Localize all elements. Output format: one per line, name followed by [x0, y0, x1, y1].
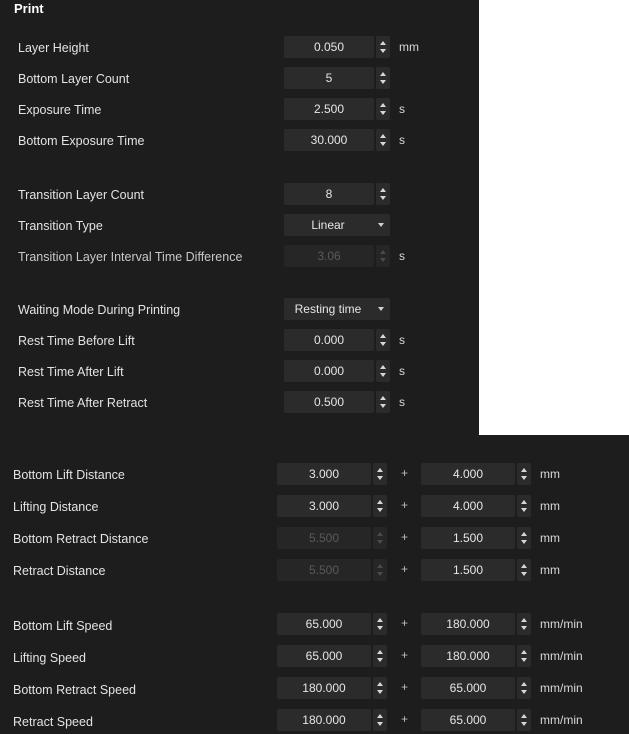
bottom-exposure-time-label: Bottom Exposure Time: [18, 134, 145, 148]
spin-up-icon[interactable]: [521, 714, 527, 718]
bottom-lift-distance-unit: mm: [540, 467, 560, 481]
spin-up-icon[interactable]: [380, 365, 386, 369]
spin-up-icon: [377, 564, 383, 568]
spin-up-icon[interactable]: [380, 396, 386, 400]
spin-down-icon[interactable]: [380, 111, 386, 115]
lifting-speed-spinner-2[interactable]: [517, 645, 531, 667]
bottom-lift-speed-input-1[interactable]: 65.000: [277, 613, 371, 635]
spin-down-icon: [377, 572, 383, 576]
spin-up-icon[interactable]: [521, 500, 527, 504]
spin-down-icon[interactable]: [521, 572, 527, 576]
retract-distance-spinner-1: [373, 559, 387, 581]
bottom-lift-distance-spinner-1[interactable]: [373, 463, 387, 485]
bottom-retract-speed-input-2[interactable]: 65.000: [421, 677, 515, 699]
bottom-retract-speed-label: Bottom Retract Speed: [13, 683, 136, 697]
spin-up-icon[interactable]: [377, 618, 383, 622]
section-title: Print: [14, 1, 44, 16]
lifting-speed-label: Lifting Speed: [13, 651, 86, 665]
waiting-mode-value: Resting time: [294, 302, 362, 316]
exposure-time-spinner[interactable]: [376, 98, 390, 120]
spin-down-icon[interactable]: [521, 658, 527, 662]
lifting-speed-input-2[interactable]: 180.000: [421, 645, 515, 667]
lifting-speed-spinner-1[interactable]: [373, 645, 387, 667]
bottom-layer-count-spinner[interactable]: [376, 67, 390, 89]
retract-distance-spinner-2[interactable]: [517, 559, 531, 581]
spin-up-icon[interactable]: [521, 618, 527, 622]
bottom-retract-speed-spinner-1[interactable]: [373, 677, 387, 699]
plus-sign: +: [401, 616, 409, 630]
bottom-lift-distance-input-2[interactable]: 4.000: [421, 463, 515, 485]
spin-up-icon[interactable]: [380, 41, 386, 45]
spin-up-icon[interactable]: [521, 532, 527, 536]
bottom-retract-distance-unit: mm: [540, 531, 560, 545]
retract-distance-label: Retract Distance: [13, 564, 106, 578]
spin-down-icon: [377, 540, 383, 544]
spin-up-icon[interactable]: [521, 564, 527, 568]
rest-after-retract-label: Rest Time After Retract: [18, 396, 148, 410]
rest-after-lift-unit: s: [399, 364, 405, 378]
spin-down-icon[interactable]: [380, 404, 386, 408]
lifting-speed-input-1[interactable]: 65.000: [277, 645, 371, 667]
rest-before-lift-label: Rest Time Before Lift: [18, 334, 135, 348]
spin-up-icon[interactable]: [377, 500, 383, 504]
rest-after-retract-input[interactable]: 0.500: [284, 391, 374, 413]
spin-down-icon[interactable]: [380, 373, 386, 377]
spin-down-icon[interactable]: [377, 476, 383, 480]
bottom-retract-speed-input-1[interactable]: 180.000: [277, 677, 371, 699]
layer-height-unit: mm: [399, 40, 419, 54]
spin-down-icon[interactable]: [380, 196, 386, 200]
rest-before-lift-spinner[interactable]: [376, 329, 390, 351]
rest-after-lift-input[interactable]: 0.000: [284, 360, 374, 382]
plus-sign: +: [401, 712, 409, 726]
exposure-time-input[interactable]: 2.500: [284, 98, 374, 120]
retract-speed-spinner-2[interactable]: [517, 709, 531, 731]
spin-down-icon[interactable]: [377, 658, 383, 662]
rest-after-retract-spinner[interactable]: [376, 391, 390, 413]
bottom-layer-count-input[interactable]: 5: [284, 67, 374, 89]
spin-down-icon: [380, 258, 386, 262]
retract-distance-input-1: 5.500: [277, 559, 371, 581]
lifting-distance-input-2[interactable]: 4.000: [421, 495, 515, 517]
bottom-retract-distance-spinner-2[interactable]: [517, 527, 531, 549]
transition-interval-spinner: [376, 245, 390, 267]
spin-up-icon[interactable]: [380, 134, 386, 138]
transition-type-label: Transition Type: [18, 219, 103, 233]
bottom-lift-speed-label: Bottom Lift Speed: [13, 619, 113, 633]
retract-speed-input-2[interactable]: 65.000: [421, 709, 515, 731]
spin-up-icon[interactable]: [380, 188, 386, 192]
lifting-distance-spinner-1[interactable]: [373, 495, 387, 517]
spin-up-icon[interactable]: [521, 468, 527, 472]
lift-retract-settings-panel: [0, 435, 629, 734]
spin-down-icon[interactable]: [521, 690, 527, 694]
bottom-lift-speed-spinner-2[interactable]: [517, 613, 531, 635]
spin-down-icon[interactable]: [521, 626, 527, 630]
spin-down-icon[interactable]: [377, 626, 383, 630]
spin-down-icon[interactable]: [521, 540, 527, 544]
spin-down-icon[interactable]: [521, 508, 527, 512]
exposure-time-unit: s: [399, 102, 405, 116]
retract-distance-input-2[interactable]: 1.500: [421, 559, 515, 581]
plus-sign: +: [401, 648, 409, 662]
spin-up-icon[interactable]: [380, 72, 386, 76]
transition-layer-count-label: Transition Layer Count: [18, 188, 144, 202]
spin-down-icon[interactable]: [521, 722, 527, 726]
bottom-retract-speed-spinner-2[interactable]: [517, 677, 531, 699]
plus-sign: +: [401, 562, 409, 576]
transition-layer-count-input[interactable]: 8: [284, 183, 374, 205]
rest-before-lift-input[interactable]: 0.000: [284, 329, 374, 351]
transition-layer-count-spinner[interactable]: [376, 183, 390, 205]
chevron-down-icon: [378, 307, 384, 311]
bottom-layer-count-label: Bottom Layer Count: [18, 72, 130, 86]
retract-speed-spinner-1[interactable]: [373, 709, 387, 731]
spin-down-icon[interactable]: [380, 80, 386, 84]
rest-before-lift-unit: s: [399, 333, 405, 347]
spin-up-icon: [377, 532, 383, 536]
spin-up-icon[interactable]: [377, 650, 383, 654]
lifting-distance-spinner-2[interactable]: [517, 495, 531, 517]
bottom-retract-distance-input-2[interactable]: 1.500: [421, 527, 515, 549]
spin-up-icon[interactable]: [380, 334, 386, 338]
bottom-lift-speed-unit: mm/min: [540, 617, 583, 631]
bottom-lift-distance-label: Bottom Lift Distance: [13, 468, 125, 482]
transition-interval-label: Transition Layer Interval Time Difference: [18, 250, 243, 264]
spin-down-icon[interactable]: [377, 508, 383, 512]
spin-up-icon[interactable]: [521, 650, 527, 654]
rest-after-retract-unit: s: [399, 395, 405, 409]
rest-after-lift-spinner[interactable]: [376, 360, 390, 382]
bottom-lift-distance-spinner-2[interactable]: [517, 463, 531, 485]
waiting-mode-dropdown[interactable]: [284, 298, 390, 320]
plus-sign: +: [401, 466, 409, 480]
retract-speed-input-1[interactable]: 180.000: [277, 709, 371, 731]
layer-height-label: Layer Height: [18, 41, 89, 55]
transition-interval-input: 3.06: [284, 245, 374, 267]
spin-down-icon[interactable]: [380, 49, 386, 53]
lifting-distance-unit: mm: [540, 499, 560, 513]
bottom-retract-speed-unit: mm/min: [540, 681, 583, 695]
spin-up-icon[interactable]: [377, 714, 383, 718]
spin-up-icon[interactable]: [377, 682, 383, 686]
bottom-exposure-time-input[interactable]: 30.000: [284, 129, 374, 151]
bottom-retract-distance-label: Bottom Retract Distance: [13, 532, 149, 546]
waiting-mode-label: Waiting Mode During Printing: [18, 303, 181, 317]
bottom-retract-distance-input-1: 5.500: [277, 527, 371, 549]
layer-height-input[interactable]: 0.050: [284, 36, 374, 58]
lifting-distance-input-1[interactable]: 3.000: [277, 495, 371, 517]
spin-down-icon[interactable]: [377, 722, 383, 726]
spin-down-icon[interactable]: [380, 342, 386, 346]
transition-type-dropdown[interactable]: [284, 214, 390, 236]
bottom-lift-speed-spinner-1[interactable]: [373, 613, 387, 635]
spin-up-icon: [380, 250, 386, 254]
spin-down-icon[interactable]: [377, 690, 383, 694]
spin-up-icon[interactable]: [521, 682, 527, 686]
plus-sign: +: [401, 498, 409, 512]
bottom-lift-distance-input-1[interactable]: 3.000: [277, 463, 371, 485]
retract-speed-unit: mm/min: [540, 713, 583, 727]
plus-sign: +: [401, 680, 409, 694]
retract-distance-unit: mm: [540, 563, 560, 577]
retract-speed-label: Retract Speed: [13, 715, 93, 729]
transition-interval-unit: s: [399, 249, 405, 263]
bottom-lift-speed-input-2[interactable]: 180.000: [421, 613, 515, 635]
spin-down-icon[interactable]: [380, 142, 386, 146]
spin-up-icon[interactable]: [377, 468, 383, 472]
transition-type-value: Linear: [311, 218, 345, 232]
exposure-time-label: Exposure Time: [18, 103, 102, 117]
bottom-retract-distance-spinner-1: [373, 527, 387, 549]
spin-down-icon[interactable]: [521, 476, 527, 480]
bottom-exposure-time-unit: s: [399, 133, 405, 147]
chevron-down-icon: [378, 223, 384, 227]
print-settings-panel: [0, 0, 479, 435]
layer-height-spinner[interactable]: [376, 36, 390, 58]
bottom-exposure-time-spinner[interactable]: [376, 129, 390, 151]
rest-after-lift-label: Rest Time After Lift: [18, 365, 124, 379]
lifting-distance-label: Lifting Distance: [13, 500, 99, 514]
spin-up-icon[interactable]: [380, 103, 386, 107]
plus-sign: +: [401, 530, 409, 544]
lifting-speed-unit: mm/min: [540, 649, 583, 663]
